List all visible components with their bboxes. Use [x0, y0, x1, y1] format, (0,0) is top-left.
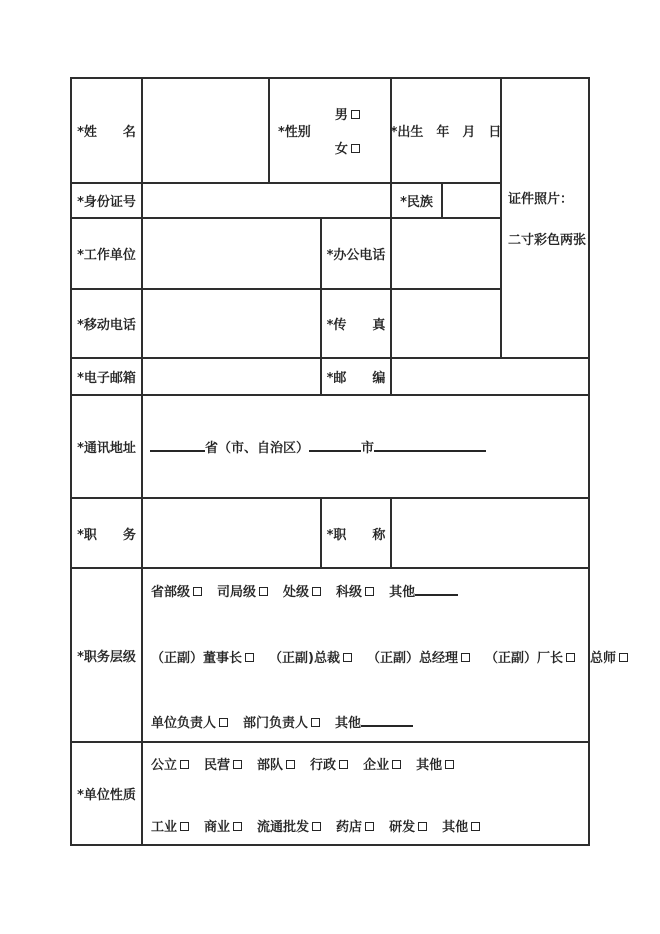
work-unit-label-cell [72, 219, 143, 290]
office-phone-label-cell [322, 219, 392, 290]
option-department-head: 部门负责人 [243, 712, 320, 731]
rnd-checkbox[interactable] [418, 822, 427, 831]
address-label-cell [72, 396, 143, 499]
name-label-cell [72, 79, 143, 184]
nature-other-1-checkbox[interactable] [445, 760, 454, 769]
position-level-line-3 [151, 712, 413, 731]
option-unit-head: 单位负责人 [151, 712, 228, 731]
address-blank-detail[interactable] [374, 438, 486, 452]
gender-label: *性别 [278, 125, 311, 140]
nature-other-2-checkbox[interactable] [471, 822, 480, 831]
position-level-line-2 [151, 647, 628, 666]
option-province-ministry-level: 省部级 [151, 581, 202, 600]
option-administrative: 行政 [310, 754, 348, 773]
option-head-other: 其他 [335, 712, 413, 731]
head-other-blank[interactable] [361, 713, 413, 727]
postal-code-label: *邮 编 [326, 371, 386, 386]
option-military: 部队 [257, 754, 295, 773]
male-option [335, 104, 360, 123]
id-number-label: *身份证号 [77, 195, 136, 210]
section-level-checkbox[interactable] [365, 587, 374, 596]
position-level-label: *职务层级 [77, 649, 136, 665]
unit-head-checkbox[interactable] [219, 718, 228, 727]
address-label: *通讯地址 [77, 441, 136, 456]
email-input-cell[interactable] [143, 359, 322, 396]
mobile-phone-label: *移动电话 [77, 318, 136, 333]
ethnicity-label-cell [392, 184, 443, 219]
general-manager-checkbox[interactable] [461, 653, 470, 662]
postal-code-input-cell[interactable] [392, 359, 588, 396]
distribution-wholesale-checkbox[interactable] [312, 822, 321, 831]
title-input-cell[interactable] [392, 499, 588, 569]
birth-label-cell [392, 79, 502, 184]
option-president: （正副)总裁 [269, 647, 352, 666]
mobile-phone-label-cell [72, 290, 143, 359]
name-label: *姓 名 [77, 125, 136, 140]
option-division-level: 处级 [283, 581, 321, 600]
female-checkbox[interactable] [351, 144, 360, 153]
male-checkbox[interactable] [351, 110, 360, 119]
position-label: *职 务 [77, 527, 136, 543]
position-level-content-cell [143, 569, 617, 743]
mobile-phone-input-cell[interactable] [143, 290, 322, 359]
administrative-checkbox[interactable] [339, 760, 348, 769]
option-nature-other-1: 其他 [416, 754, 454, 773]
commerce-checkbox[interactable] [233, 822, 242, 831]
option-rnd: 研发 [389, 816, 427, 835]
photo-note-line2: 二寸彩色两张 [508, 233, 587, 248]
female-option [335, 138, 360, 157]
title-label-cell [322, 499, 392, 569]
photo-note-cell [502, 79, 588, 359]
unit-nature-content-cell [143, 743, 588, 844]
ethnicity-label: *民族 [400, 195, 433, 210]
option-distribution-wholesale: 流通批发 [257, 816, 321, 835]
postal-code-label-cell [322, 359, 392, 396]
work-unit-label: *工作单位 [77, 248, 136, 263]
option-nature-other-2: 其他 [442, 816, 480, 835]
option-enterprise: 企业 [363, 754, 401, 773]
position-level-line-1 [151, 581, 458, 600]
military-checkbox[interactable] [286, 760, 295, 769]
email-label-cell [72, 359, 143, 396]
option-public: 公立 [151, 754, 189, 773]
email-label: *电子邮箱 [77, 371, 136, 386]
name-input-cell[interactable] [143, 79, 270, 184]
address-blank-city[interactable] [309, 438, 361, 452]
option-factory-director: （正副）厂长 [485, 647, 575, 666]
pharmacy-checkbox[interactable] [365, 822, 374, 831]
option-bureau-level: 司局级 [217, 581, 268, 600]
address-blank-province[interactable] [150, 438, 205, 452]
unit-nature-label: *单位性质 [77, 788, 136, 803]
title-label: *职 称 [326, 527, 386, 543]
option-industry: 工业 [151, 816, 189, 835]
option-commerce: 商业 [204, 816, 242, 835]
id-number-label-cell [72, 184, 143, 219]
male-label: 男 [334, 108, 348, 123]
gender-cell [270, 79, 392, 184]
public-checkbox[interactable] [180, 760, 189, 769]
bureau-level-checkbox[interactable] [259, 587, 268, 596]
enterprise-checkbox[interactable] [392, 760, 401, 769]
option-chief-engineer: 总师 [590, 647, 628, 666]
option-section-level: 科级 [336, 581, 374, 600]
position-label-cell [72, 499, 143, 569]
industry-checkbox[interactable] [180, 822, 189, 831]
unit-nature-label-cell [72, 743, 143, 844]
female-label: 女 [334, 142, 348, 157]
fax-label: *传 真 [326, 318, 386, 333]
photo-note-line1: 证件照片： [508, 192, 574, 207]
option-general-manager: （正副）总经理 [367, 647, 470, 666]
address-content-cell [143, 396, 588, 499]
ethnicity-input-cell[interactable] [443, 184, 502, 219]
option-chairman: （正副）董事长 [151, 647, 254, 666]
office-phone-label: *办公电话 [326, 248, 386, 263]
fax-label-cell [322, 290, 392, 359]
fax-input-cell[interactable] [392, 290, 502, 359]
level-other-blank[interactable] [415, 582, 458, 596]
position-input-cell[interactable] [143, 499, 322, 569]
option-pharmacy: 药店 [336, 816, 374, 835]
department-head-checkbox[interactable] [311, 718, 320, 727]
address-segment-city: 市 [361, 441, 375, 456]
division-level-checkbox[interactable] [312, 587, 321, 596]
factory-director-checkbox[interactable] [566, 653, 575, 662]
province-ministry-level-checkbox[interactable] [193, 587, 202, 596]
office-phone-input-cell[interactable] [392, 219, 502, 290]
chairman-checkbox[interactable] [245, 653, 254, 662]
unit-nature-line-1 [151, 754, 454, 773]
unit-nature-line-2 [151, 816, 480, 835]
president-checkbox[interactable] [343, 653, 352, 662]
chief-engineer-checkbox[interactable] [619, 653, 628, 662]
option-level-other: 其他 [389, 581, 458, 600]
private-checkbox[interactable] [233, 760, 242, 769]
registration-form-table [70, 77, 617, 846]
address-segment-province: 省（市、自治区） [205, 441, 310, 456]
option-private: 民营 [204, 754, 242, 773]
work-unit-input-cell[interactable] [143, 219, 322, 290]
position-level-label-cell [72, 569, 143, 743]
birth-label: *出生 年 月 日 [390, 125, 502, 140]
id-number-input-cell[interactable] [143, 184, 392, 219]
